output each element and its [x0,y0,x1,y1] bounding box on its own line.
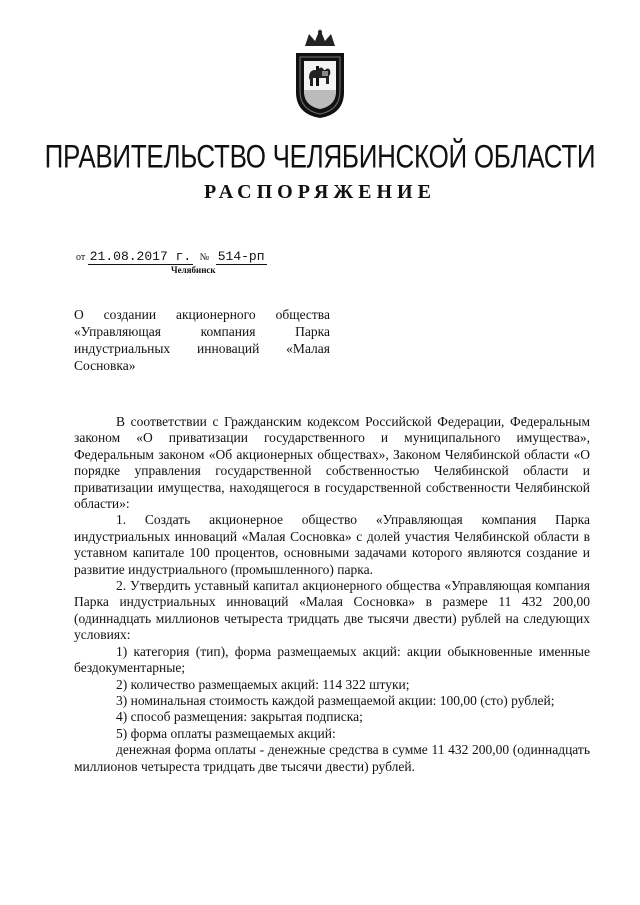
document-type-title: РАСПОРЯЖЕНИЕ [204,181,436,203]
condition-2-paragraph: 2) количество размещаемых акций: 114 322 штуки; [116,676,410,692]
number-prefix: № [199,252,210,263]
coat-of-arms-icon [291,26,349,120]
document-subject: О создании акционерного общества «Управляющая компания Парка индустриальных инноваций «Малая Сосновка» [74,307,330,373]
clause-1-paragraph: 1. Создать акционерное общество «Управляющая компания Парка индустриальных инноваций «Малая Сосновка» с долей участия Челябинской области в уставном капитале 100 процентов, основными задачами которого являются создание и развитие индустриального (промышленного) парка. [74,512,590,577]
condition-1-paragraph: 1) категория (тип), форма размещаемых акций: акции обыкновенные именные бездокументарные; [74,643,590,676]
document-body [74,414,590,775]
document-number: 514-рп [217,249,265,264]
preamble-paragraph: В соответствии с Гражданским кодексом Российской Федерации, Федеральным законом «О приватизации государственного и муниципального имущества», Федеральным законом «Об акционерных обществах», Законом Челябинской области «О порядке управления государственной собственностью Челябинской области и приватизации имущества, находящегося в государственной собственности Челябинской области»: [74,414,590,512]
organization-title: ПРАВИТЕЛЬСТВО ЧЕЛЯБИНСКОЙ ОБЛАСТИ [44,137,596,175]
document-city: Челябинск [171,265,216,275]
document-requisites [76,249,267,264]
document-date: 21.08.2017 г. [89,249,192,264]
clause-2-paragraph: 2. Утвердить уставный капитал акционерного общества «Управляющая компания Парка индустриальных инноваций «Малая Сосновка» в размере 11 432 200,00 (одиннадцать миллионов четыреста тридцать две тысячи двести) рублей на следующих условиях: [74,578,590,643]
condition-5-paragraph: 5) форма оплаты размещаемых акций: [116,725,336,741]
date-prefix: от [76,252,86,263]
condition-3-paragraph: 3) номинальная стоимость каждой размещаемой акции: 100,00 (сто) рублей; [116,692,555,708]
condition-4-paragraph: 4) способ размещения: закрытая подписка; [116,709,363,725]
payment-form-paragraph: денежная форма оплаты - денежные средства в сумме 11 432 200,00 (одиннадцать миллионов четыреста тридцать две тысячи двести) рублей. [74,742,590,774]
